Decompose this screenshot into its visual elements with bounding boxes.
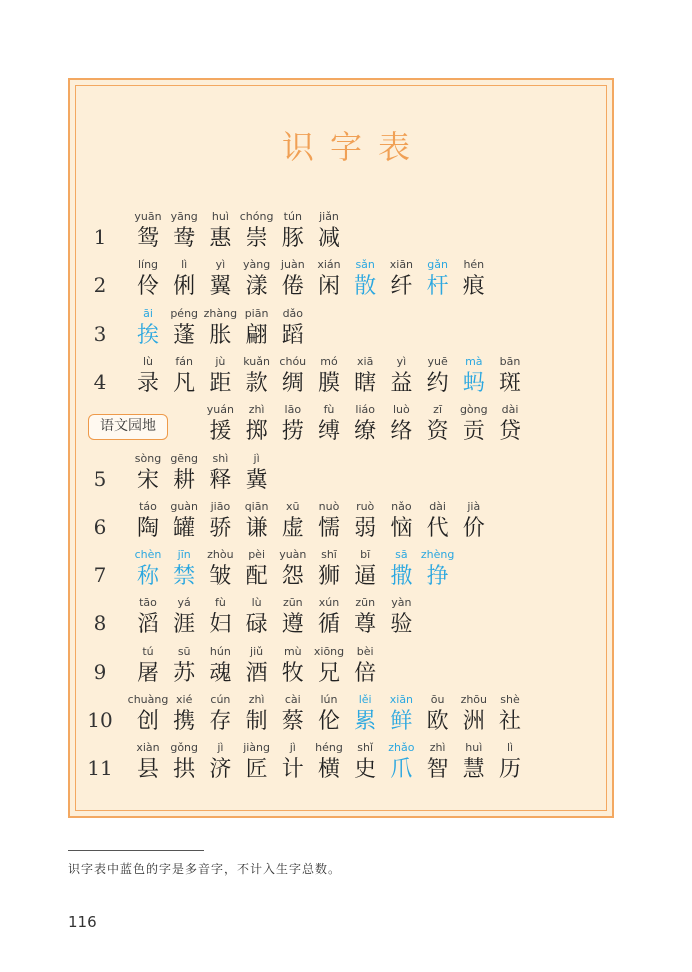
pinyin: zhì [429, 741, 446, 755]
hanzi: 录 [136, 370, 159, 396]
hanzi: 社 [498, 709, 521, 734]
pinyin: jiàng [243, 741, 270, 755]
hanzi: 涯 [173, 612, 196, 638]
hanzi: 闲 [317, 274, 340, 300]
table-row [0, 452, 692, 500]
pinyin: zūn [355, 596, 376, 610]
hanzi: 逼 [354, 564, 377, 590]
pinyin: shǐ [357, 741, 374, 755]
hanzi: 倦 [281, 274, 304, 300]
pinyin: āi [143, 306, 153, 320]
hanzi: 蚂 [462, 370, 485, 396]
hanzi: 苏 [173, 660, 196, 686]
hanzi: 绸 [281, 370, 304, 396]
pinyin: zūn [282, 596, 303, 610]
hanzi: 制 [245, 709, 268, 734]
hanzi: 胀 [209, 322, 232, 348]
pinyin: xiān [389, 693, 414, 706]
hanzi: 欧 [426, 709, 449, 734]
hanzi: 伶 [136, 274, 159, 300]
hanzi: 遵 [281, 612, 304, 638]
hanzi: 宋 [136, 467, 159, 493]
character-cell [347, 645, 383, 693]
table-row [0, 355, 692, 403]
pinyin: zhì [248, 403, 265, 417]
hanzi: 滔 [136, 612, 159, 638]
hanzi: 鸯 [173, 226, 196, 251]
lesson-number: 8 [93, 611, 107, 636]
hanzi: 济 [209, 757, 232, 783]
hanzi: 崇 [245, 226, 268, 251]
hanzi: 伦 [317, 709, 340, 734]
hanzi: 凡 [173, 370, 196, 396]
pinyin: cài [284, 693, 301, 706]
lesson-number: 2 [93, 273, 107, 298]
hanzi: 酒 [245, 660, 268, 686]
pinyin: xún [318, 596, 340, 610]
character-cell [492, 403, 528, 451]
pinyin: gǎn [427, 258, 448, 272]
hanzi: 弱 [354, 515, 377, 541]
pinyin: jià [467, 499, 481, 513]
pinyin: huì [465, 741, 483, 755]
pinyin: ruò [356, 499, 375, 513]
hanzi: 耕 [173, 467, 196, 493]
character-cell [456, 500, 492, 548]
pinyin: yuē [427, 354, 448, 368]
pinyin: mó [320, 354, 338, 368]
hanzi: 缭 [354, 419, 377, 445]
hanzi: 匠 [245, 757, 268, 783]
hanzi: 约 [426, 370, 449, 396]
hanzi: 散 [354, 274, 377, 300]
lesson-number: 3 [93, 321, 107, 346]
pinyin: lì [506, 741, 514, 755]
hanzi: 蓬 [173, 322, 196, 348]
hanzi: 代 [426, 515, 449, 541]
hanzi: 价 [462, 515, 485, 541]
footnote: 识字表中蓝色的字是多音字，不计入生字总数。 [68, 862, 342, 876]
pinyin: jiāo [210, 499, 231, 513]
hanzi: 纤 [390, 274, 413, 300]
page-title: 识字表 [281, 128, 426, 166]
table-row [0, 596, 692, 644]
lesson-number: 9 [93, 659, 107, 684]
pinyin: hén [463, 258, 485, 272]
table-row [0, 693, 692, 741]
hanzi: 陶 [136, 515, 159, 541]
hanzi: 存 [209, 709, 232, 734]
pinyin: liáo [355, 403, 375, 417]
hanzi: 挨 [136, 322, 159, 348]
hanzi: 撒 [390, 564, 413, 590]
hanzi: 怨 [281, 564, 304, 590]
character-cell [456, 258, 492, 306]
hanzi: 称 [136, 564, 159, 590]
hanzi: 斑 [498, 370, 521, 396]
hanzi: 俐 [173, 274, 196, 300]
pinyin: dài [429, 499, 446, 513]
pinyin: zhàng [203, 306, 238, 320]
hanzi: 杆 [426, 274, 449, 300]
table-row [0, 210, 692, 258]
table-row [0, 258, 692, 306]
pinyin: luò [393, 403, 410, 417]
pinyin: piān [244, 306, 269, 320]
hanzi: 痕 [462, 274, 485, 300]
table-row [0, 548, 692, 596]
pinyin: fù [323, 403, 335, 417]
lesson-number: 6 [93, 514, 107, 539]
footnote-rule [68, 850, 204, 851]
pinyin: gòng [459, 403, 488, 417]
hanzi: 贡 [462, 419, 485, 445]
pinyin: xián [317, 258, 341, 272]
lesson-number: 1 [93, 225, 107, 249]
hanzi: 资 [426, 419, 449, 445]
pinyin: yuán [206, 403, 234, 417]
lesson-number: 4 [93, 369, 107, 394]
hanzi: 骄 [209, 515, 232, 541]
hanzi: 谦 [245, 515, 268, 541]
hanzi: 智 [426, 757, 449, 783]
pinyin: lāo [284, 403, 302, 417]
hanzi: 翼 [209, 274, 232, 300]
pinyin: fù [214, 596, 226, 610]
character-cell [239, 452, 275, 500]
pinyin: sòng [134, 451, 162, 465]
hanzi: 鸳 [136, 226, 159, 251]
section-badge: 语文园地 [88, 414, 168, 440]
pinyin: chuàng [127, 693, 169, 706]
pinyin: kuǎn [243, 354, 270, 368]
pinyin: xiōng [313, 644, 345, 658]
hanzi: 虚 [281, 515, 304, 541]
pinyin: nǎo [391, 499, 412, 513]
pinyin: jì [253, 451, 260, 465]
hanzi: 配 [245, 564, 268, 590]
hanzi: 计 [281, 757, 304, 783]
pinyin: shì [212, 451, 229, 465]
hanzi: 距 [209, 370, 232, 396]
pinyin: xiā [357, 354, 374, 368]
lesson-number: 10 [87, 708, 113, 732]
hanzi: 狮 [317, 564, 340, 590]
hanzi: 循 [317, 612, 340, 638]
character-cell [311, 210, 347, 258]
pinyin: mà [465, 354, 483, 368]
table-row [0, 403, 692, 451]
pinyin: yuàn [279, 548, 307, 562]
hanzi: 兄 [317, 660, 340, 686]
pinyin: sū [177, 644, 191, 658]
pinyin: péng [170, 306, 199, 320]
character-cell [492, 693, 528, 741]
pinyin: yàn [391, 596, 412, 610]
hanzi: 罐 [173, 515, 196, 541]
pinyin: nuò [318, 499, 340, 513]
hanzi: 贷 [498, 419, 521, 445]
pinyin: shè [500, 693, 520, 706]
pinyin: jì [289, 741, 296, 755]
pinyin: dǎo [282, 306, 304, 320]
pinyin: táo [139, 499, 157, 513]
pinyin: bī [360, 548, 371, 562]
hanzi: 拱 [173, 757, 196, 783]
hanzi: 携 [173, 709, 196, 734]
pinyin: yì [396, 354, 407, 368]
hanzi: 惠 [209, 226, 232, 251]
character-cell [383, 596, 419, 644]
hanzi: 横 [317, 757, 340, 783]
hanzi: 魂 [209, 660, 232, 686]
hanzi: 豚 [281, 226, 304, 251]
pinyin: sǎn [355, 258, 375, 272]
pinyin: dài [501, 403, 519, 417]
pinyin: mù [283, 644, 302, 658]
pinyin: bān [499, 354, 521, 368]
pinyin: yá [177, 596, 191, 610]
hanzi: 尊 [354, 612, 377, 638]
pinyin: tāo [139, 596, 157, 610]
pinyin: bèi [356, 644, 374, 658]
pinyin: yuān [134, 210, 162, 223]
pinyin: zhì [248, 693, 265, 706]
pinyin: xū [286, 499, 300, 513]
hanzi: 恼 [390, 515, 413, 541]
hanzi: 冀 [245, 467, 268, 493]
pinyin: héng [315, 741, 343, 755]
hanzi: 爪 [390, 757, 413, 783]
hanzi: 挣 [426, 564, 449, 590]
hanzi: 牧 [281, 660, 304, 686]
pinyin: tún [283, 210, 302, 223]
pinyin: juàn [280, 258, 305, 272]
pinyin: fán [175, 354, 193, 368]
hanzi: 史 [354, 757, 377, 783]
pinyin: zhǎo [388, 741, 415, 755]
pinyin: jiǎn [319, 210, 339, 223]
pinyin: sā [395, 548, 408, 562]
pinyin: jù [215, 354, 226, 368]
hanzi: 膜 [317, 370, 340, 396]
pinyin: yì [215, 258, 226, 272]
pinyin: lù [251, 596, 262, 610]
hanzi: 碌 [245, 612, 268, 638]
pinyin: jiǔ [250, 644, 264, 658]
hanzi: 援 [209, 419, 232, 445]
pinyin: xiàn [136, 741, 160, 755]
pinyin: shī [321, 548, 337, 562]
hanzi: 捞 [281, 419, 304, 445]
pinyin: pèi [248, 548, 265, 562]
hanzi: 县 [136, 757, 159, 783]
lesson-number: 7 [93, 563, 107, 588]
character-cell [492, 741, 528, 789]
pinyin: lì [181, 258, 188, 272]
pinyin: lù [142, 354, 154, 368]
pinyin: zhèng [420, 548, 455, 562]
hanzi: 屠 [136, 660, 159, 686]
pinyin: zhòu [207, 548, 234, 562]
character-cell [420, 548, 456, 596]
pinyin: zhōu [460, 693, 488, 706]
pinyin: chóng [239, 210, 274, 223]
hanzi: 款 [245, 370, 268, 396]
pinyin: huì [211, 210, 229, 223]
table-row [0, 645, 692, 693]
pinyin: cún [210, 693, 231, 706]
pinyin: lěi [358, 693, 372, 706]
hanzi: 创 [136, 709, 159, 734]
table-row [0, 741, 692, 789]
pinyin: gǒng [170, 741, 199, 755]
pinyin: gēng [170, 451, 199, 465]
hanzi: 倍 [354, 660, 377, 686]
hanzi: 络 [390, 419, 413, 445]
hanzi: 瞎 [354, 370, 377, 396]
hanzi: 减 [317, 226, 340, 251]
hanzi: 蔡 [281, 709, 304, 734]
pinyin: ōu [430, 693, 445, 706]
pinyin: xié [176, 693, 193, 706]
hanzi: 漾 [245, 274, 268, 300]
hanzi: 蹈 [281, 322, 304, 348]
character-cell [275, 307, 311, 355]
pinyin: jīn [177, 548, 191, 562]
hanzi: 鲜 [390, 709, 413, 734]
hanzi: 释 [209, 467, 232, 493]
lesson-number: 5 [93, 466, 107, 491]
hanzi: 历 [498, 757, 521, 783]
pinyin: jì [217, 741, 224, 755]
hanzi: 禁 [173, 564, 196, 590]
hanzi: 益 [390, 370, 413, 396]
hanzi: 洲 [462, 709, 485, 734]
pinyin: yāng [170, 210, 198, 223]
pinyin: líng [137, 258, 159, 272]
lesson-number: 11 [87, 756, 113, 781]
pinyin: chèn [134, 548, 162, 562]
page-number: 116 [68, 913, 97, 931]
hanzi: 验 [390, 612, 413, 638]
pinyin: chóu [279, 354, 307, 368]
table-row [0, 307, 692, 355]
hanzi: 翩 [245, 322, 268, 348]
hanzi: 妇 [209, 612, 232, 638]
pinyin: zī [433, 403, 443, 417]
pinyin: lún [320, 693, 338, 706]
pinyin: xiān [389, 258, 414, 272]
hanzi: 缚 [317, 419, 340, 445]
pinyin: yàng [242, 258, 271, 272]
hanzi: 累 [354, 709, 377, 734]
hanzi: 懦 [317, 515, 340, 541]
table-row [0, 500, 692, 548]
pinyin: guàn [170, 499, 199, 513]
pinyin: hún [209, 644, 231, 658]
character-cell [492, 355, 528, 403]
hanzi: 皱 [209, 564, 232, 590]
pinyin: qiān [244, 499, 269, 513]
pinyin: tú [142, 644, 154, 658]
hanzi: 掷 [245, 419, 268, 445]
hanzi: 慧 [462, 757, 485, 783]
